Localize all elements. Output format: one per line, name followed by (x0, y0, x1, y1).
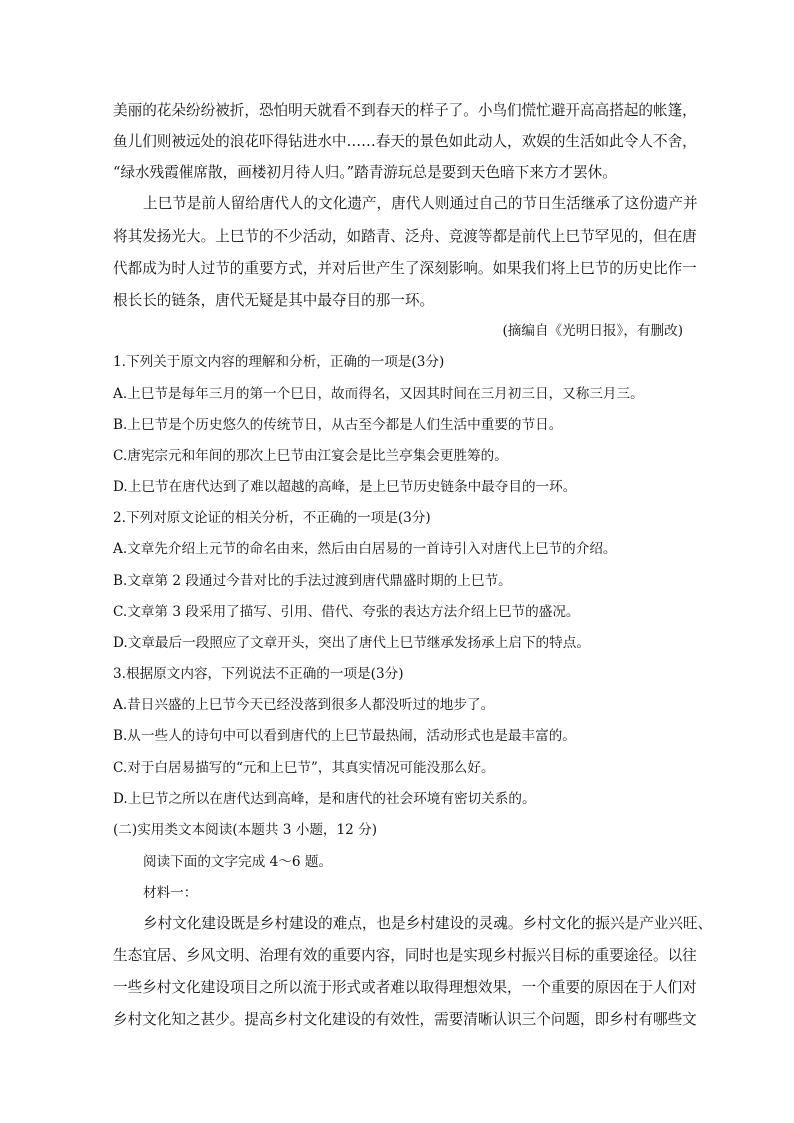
question-option: C.文章第 3 段采用了描写、引用、借代、夸张的表达方法介绍上巳节的盛况。 (113, 604, 580, 620)
material-line: 生态宜居、乡风文明、治理有效的重要内容，同时也是实现乡村振兴目标的重要途径。以往 (113, 947, 697, 964)
question-stem: 3.根据原文内容，下列说法不正确的一项是(3分) (113, 666, 404, 682)
question-option: B.文章第 2 段通过今昔对比的手法过渡到唐代鼎盛时期的上巳节。 (113, 573, 512, 589)
question-option: B.从一些人的诗句中可以看到唐代的上巳节最热闹，活动形式也是最丰富的。 (113, 728, 576, 744)
passage-line: 根长长的链条，唐代无疑是其中最夺目的那一环。 (113, 292, 435, 309)
question-option: D.上巳节之所以在唐代达到高峰，是和唐代的社会环境有密切关系的。 (113, 791, 536, 807)
passage-line: 鱼儿们则被远处的浪花吓得钻进水中……春天的景色如此动人，欢娱的生活如此令人不舍， (113, 133, 697, 150)
section-instruction: 阅读下面的文字完成 4～6 题。 (143, 854, 333, 870)
material-line: 一些乡村文化建设项目之所以流于形式或者难以取得理想效果，一个重要的原因在于人们对 (113, 979, 697, 996)
question-option: D.文章最后一段照应了文章开头，突出了唐代上巳节继承发扬承上启下的特点。 (113, 635, 590, 651)
question-option: C.对于白居易描写的“元和上巳节”，其真实情况可能没那么好。 (113, 760, 495, 776)
passage-line: 将其发扬光大。上巳节的不少活动，如踏青、泛舟、竞渡等都是前代上巳节罕见的，但在唐 (113, 228, 697, 245)
passage-line: 代都成为时人过节的重要方式，并对后世产生了深刻影响。如果我们将上巳节的历史比作一 (113, 260, 697, 277)
passage-line: 美丽的花朵纷纷被折，恐怕明天就看不到春天的样子了。小鸟们慌忙避开高高搭起的帐篷， (113, 102, 697, 119)
question-option: A.文章先介绍上元节的命名由来，然后由白居易的一首诗引入对唐代上巳节的介绍。 (113, 541, 617, 557)
section-heading: (二)实用类文本阅读(本题共 3 小题，12 分) (113, 822, 378, 838)
question-option: D.上巳节在唐代达到了难以超越的高峰，是上巳节历史链条中最夺目的一环。 (113, 479, 577, 495)
question-option: A.上巳节是每年三月的第一个巳日，故而得名，又因其时间在三月初三日，又称三月三。 (113, 386, 644, 402)
source-citation: (摘编自《光明日报》，有删改) (502, 323, 683, 339)
question-stem: 1.下列关于原文内容的理解和分析，正确的一项是(3分) (113, 354, 445, 370)
material-label: 材料一： (143, 885, 198, 901)
passage-line: “绿水残霞催席散，画楼初月待人归。”踏青游玩总是要到天色暗下来方才罢休。 (113, 164, 617, 181)
material-line: 乡村文化建设既是乡村建设的难点，也是乡村建设的灵魂。乡村文化的振兴是产业兴旺、 (143, 915, 713, 932)
question-stem: 2.下列对原文论证的相关分析，不正确的一项是(3分) (113, 510, 431, 526)
question-option: B.上巳节是个历史悠久的传统节日，从古至今都是人们生活中重要的节日。 (113, 417, 563, 433)
passage-line: 上巳节是前人留给唐代人的文化遗产，唐代人则通过自己的节日生活继承了这份遗产并 (143, 195, 698, 212)
question-option: C.唐宪宗元和年间的那次上巳节由江宴会是比兰亭集会更胜筹的。 (113, 448, 508, 464)
material-line: 乡村文化知之甚少。提高乡村文化建设的有效性，需要清晰认识三个问题，即乡村有哪些文 (113, 1011, 697, 1028)
question-option: A.昔日兴盛的上巳节今天已经没落到很多人都没听过的地步了。 (113, 697, 495, 713)
